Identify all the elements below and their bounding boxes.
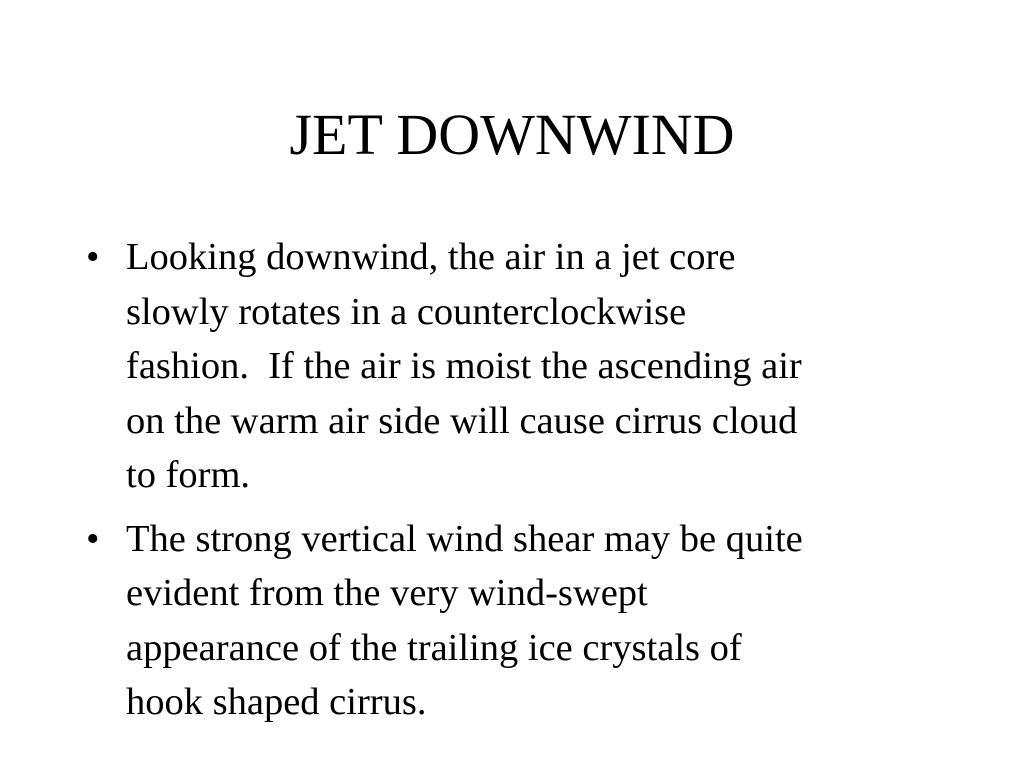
bullet-2-line-3: appearance of the trailing ice crystals of — [126, 626, 742, 669]
bullet-list — [84, 230, 954, 739]
bullet-marker: • — [86, 517, 100, 560]
bullet-1-line-1: Looking downwind, the air in a jet core — [126, 236, 736, 278]
bullet-1-line-5: to form. — [126, 454, 251, 496]
bullet-item-1 — [84, 230, 954, 503]
bullet-item-2 — [84, 512, 954, 730]
bullet-marker: • — [86, 236, 100, 278]
bullet-1-line-4: on the warm air side will cause cirrus cloud — [126, 399, 798, 442]
bullet-2-line-2: evident from the very wind-swept — [126, 572, 648, 614]
bullet-1-line-3: fashion. If the air is moist the ascending air — [126, 345, 802, 387]
bullet-1-line-2: slowly rotates in a counterclockwise — [126, 290, 687, 333]
bullet-2-line-4: hook shaped cirrus. — [126, 681, 427, 723]
bullet-2-line-1: The strong vertical wind shear may be quite — [126, 517, 803, 560]
slide-title: JET DOWNWIND — [289, 102, 735, 167]
